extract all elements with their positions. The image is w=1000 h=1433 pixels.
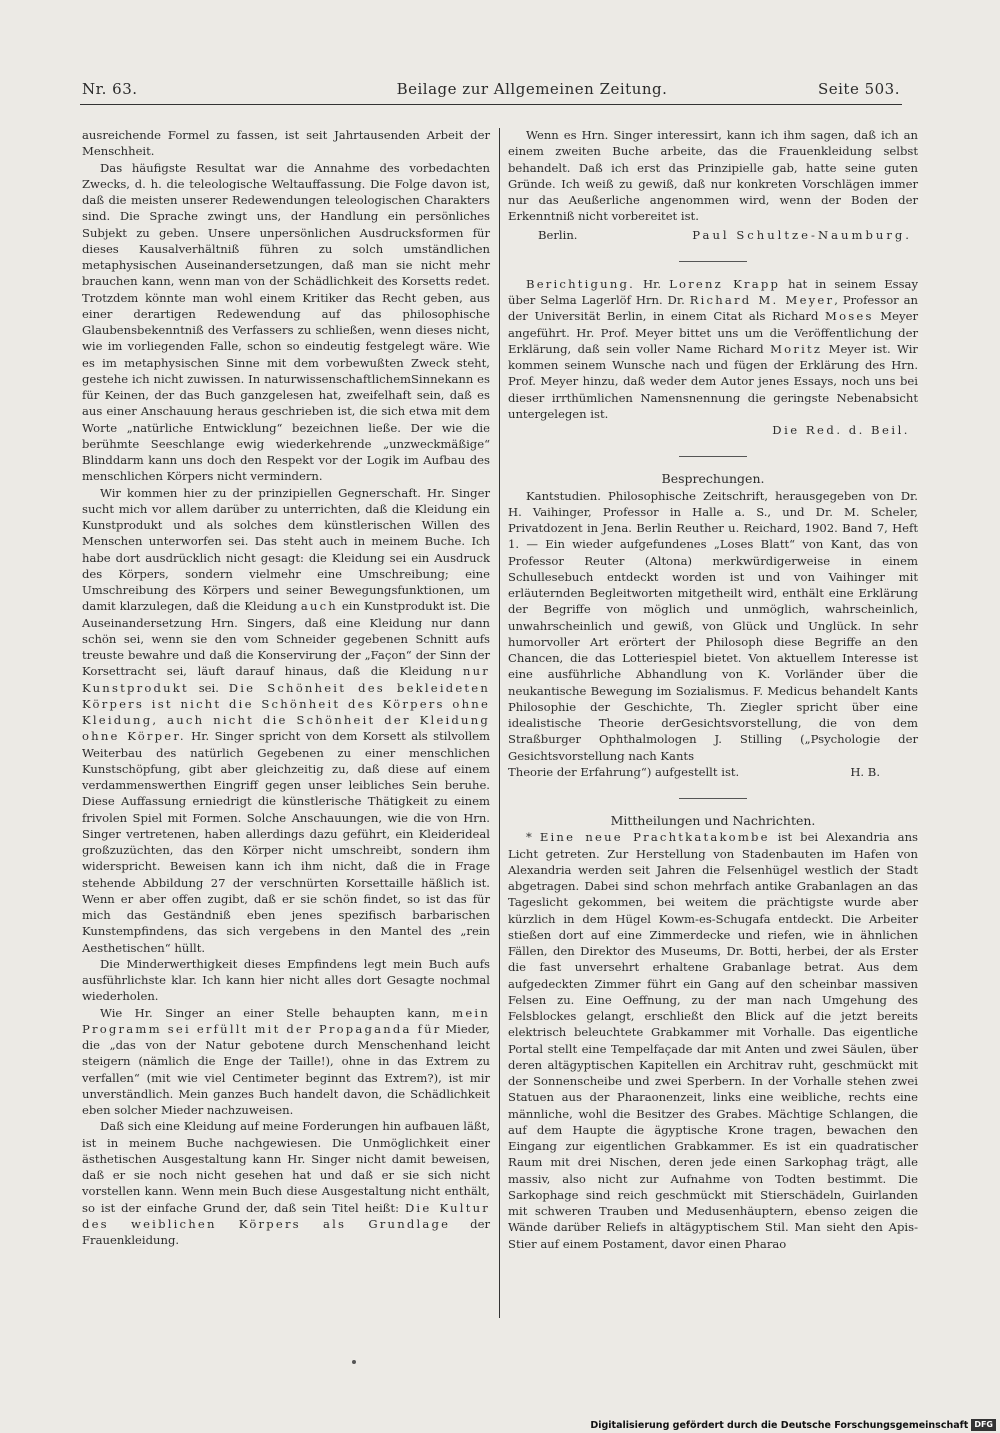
text-run: Mieder, die „das von der Natur gebotene durch Menschenhand leicht steigern (nämlich die Enge der Taille!), ohne in das Extrem zu verfallen“ (mit wie viel Centimeter beginnt das Extrem?), ist mir unverständlich. Mein ganzes Buch handelt davon, die Schädlichkeit eben solcher Mieder nachzuweisen. [82,1021,490,1117]
text-run: Wie Hr. Singer an einer Stelle behaupten kann, [100,1005,453,1020]
emphasis: Lorenz Krapp [669,276,781,291]
text-run: , Professor an der Universität Berlin, in einem Citat als Richard [508,293,919,324]
emphasis: nur Kunstprodukt [82,664,490,695]
text-run: Hr. [635,276,670,291]
funding-text: Digitalisierung gefördert durch die Deutsche Forschungsgemeinschaft [590,1419,969,1431]
text-run: hat in seinem Essay über Selma Lagerlöf Hrn. Dr. [508,276,919,307]
correction-paragraph [508,276,918,422]
text-run: Hr. Singer spricht von dem Korsett als stilvollem Weiterbau des natürlich Gegebenen zu einer menschlichen Kunstschöpfung, gibt aber gleichzeitig zu, daß diese auf einem verdammenswerthen Eingriff gegen unser leibliches Sein beruhe. Diese Auffassung erniedrigt die künstlerische Thätigkeit zu einem frivolen Spiel mit Formen. Solche Anschauungen, wie die von Hrn. Singer vertretenen, haben allerdings dazu geführt, ein Kleiderideal großzuzüchten, das den Körper nicht umschreibt, sondern ihm widerspricht. Beweisen kann ich ihm nicht, daß die in Frage stehende Abbildung 27 der verschnürten Korsettaille häßlich ist. Wenn er aber offen zugibt, daß er sie schön findet, so ist das für mich das Geständniß eben jenes spezifisch barbarischen Kunstempfindens, das sich vergebens in den Mantel des „rein Aesthetischen“ hüllt. [82,729,491,955]
paragraph [82,1005,490,1119]
page-dot [352,1360,356,1364]
paragraph: Die Minderwerthigkeit dieses Empfindens legt mein Buch aufs ausführlichste klar. Ich kann hier nicht alles dort Gesagte nochmal wiederholen. [82,956,490,1004]
emphasis: Die Schönheit des bekleideten Körpers ist nicht die Schönheit des Körpers ohne Kleidung, auch nicht die Schönheit der Kleidung ohne Körper. [82,680,490,744]
paragraph [82,485,490,956]
section-title: Mittheilungen und Nachrichten. [610,813,816,828]
review-signature: H. B. [850,764,880,779]
emphasis: Moses [825,309,874,324]
left-column [82,127,490,1248]
text-run: ein Kunstprodukt ist. Die Auseinandersetzung Hrn. Singers, daß eine Kleidung nur dann schön sei, wenn sie den vom Schneider gegebenen Schnitt aufs treuste bewahre und daß die Konservirung der „Façon“ der Sinn der Korsettracht sei, läuft darauf hinaus, daß die Kleidung [82,599,491,679]
text-run: * [526,830,540,845]
separator [679,261,747,262]
review-paragraph: Kantstudien. Philosophische Zeitschrift, herausgegeben von Dr. H. Vaihinger, Professor in Halle a. S., und Dr. M. Scheler, Privatdozent in Jena. Berlin Reuther u. Reichard, 1902. Band 7, Heft 1. — Ein wieder aufgefundenes „Loses Blatt“ von Kant, das von Professor Reuter (Altona) merkwürdigerweise in einem Schullesebuch entdeckt worden ist und von Vaihinger mit erläuternden Begleitworten mitgetheilt wird, enthält eine Erklärung der Begriffe von möglich und unmöglich, wahrscheinlich, unwahrscheinlich und gewiß, von Glück und Unglück. In sehr humorvoller Art erörtert der Philosoph diese Begriffe an den Chancen, die das Lotteriespiel bietet. Von aktuellem Interesse ist eine ausführliche Abhandlung von K. Vorländer über die neukantische Bewegung im Sozialismus. F. Medicus behandelt Kants Philosophie der Geschichte, Th. Ziegler spricht über eine idealistische Theorie derGesichtsvorstellung, die von dem Straßburger Ophthalmologen J. Stilling („Psychologie der Gesichtsvorstellung nach Kants [508,488,918,763]
editor-signature: Die Red. d. Beil. [772,423,910,437]
emphasis: Die Kultur des weiblichen Körpers als Grundlage [82,1200,490,1231]
signature-place: Berlin. [538,227,578,242]
emphasis: Berichtigung. [526,276,636,291]
paragraph [82,1118,490,1248]
review-last-line [508,764,918,780]
paragraph: ausreichende Formel zu fassen, ist seit Jahrtausenden Arbeit der Menschheit. [82,128,490,159]
column-divider [499,128,500,1318]
emphasis: Eine neue Prachtkatakombe [539,830,770,845]
header-rule [80,104,902,105]
emphasis: Moritz [770,341,823,356]
text-run: Meyer angeführt. Hr. Prof. Meyer bittet uns um die Veröffentlichung der Erklärung, daß sein voller Name Richard [508,309,918,356]
text-run: sei. [188,680,229,695]
paragraph: Wenn es Hrn. Singer interessirt, kann ich ihm sagen, daß ich an einem zweiten Buche arbeite, das die Frauenkleidung selbst behandelt. Daß ich erst das Prinzipielle gab, hatte seine guten Gründe. Ich weiß zu gewiß, daß nur konkreten Vorschlägen immer nur das Aeußerliche angenommen wird, wenn der Boden der Erkenntniß nicht vorbereitet ist. [508,128,918,224]
text-run: ist bei Alexandria ans Licht getreten. Zur Herstellung von Stadenbauten im Hafen von Alexandria werden seit Jahren die Felsenhügel westlich der Stadt abgetragen. Dabei sind schon mehrfach antike Grabanlagen an das Tageslicht gekommen, bei weitem die prächtigste wurde aber kürzlich in dem Hügel Kowm-es-Schugafa entdeckt. Die Arbeiter stießen dort auf eine Zimmerdecke und riefen, wie in ähnlichen Fällen, den Direktor des Museums, Dr. Botti, herbei, der als Erster die fast unversehrt erhaltene Grabanlage betrat. Aus dem aufgedeckten Zimmer führt ein Gang auf den scheinbar massiven Felsen zu. Eine Oeffnung, zu der man nach Umgehung des Felsblockes gelangt, erschließt den Blick auf die jetzt bereits elektrisch beleuchtete Grabkammer mit Vorhalle. Das eigentliche Portal stellt eine Tempelfaçade dar mit Anten und zwei Säulen, über deren altägyptischen Kapitellen ein Architrav ruht, geschmückt mit der Sonnenscheibe und zwei Sperbern. In der Vorhalle stehen zwei Statuen aus der Pharaonenzeit, links eine weibliche, rechts eine männliche, wohl die Besitzer des Grabes. Mächtige Schlangen, die auf dem Haupte die ägyptische Krone tragen, bewachen den Eingang zur eigentlichen Grabkammer. Es ist ein quadratischer Raum mit drei Nischen, deren jede einen Sarkophag trägt, alle massiv, also nicht zur Aufnahme von Todten bestimmt. Die Sarkophage sind reich geschmückt mit Stierschädeln, Guirlanden mit schweren Trauben und Medusenhäuptern, ebenso zeigen die Wände darüber Reliefs in altägyptischem Stil. Man sieht den Apis-Stier auf einem Postament, davor einen Pharao [508,830,918,1251]
text-run: Wir kommen hier zu der prinzipiellen Gegnerschaft. Hr. Singer sucht mich vor allem darüber zu unterrichten, daß die Kleidung ein Kunstprodukt und als solches dem künstlerischen Willen des Menschen unterworfen sei. Das steht auch in meinem Buche. Ich habe dort ausdrücklich nicht gesagt: die Kleidung sei ein Ausdruck des Körpers, sondern vielmehr eine Umschreibung; eine Umschreibung des Körpers und seiner Bewegungsfunktionen, um damit klarzulegen, daß die Kleidung [82,485,490,614]
emphasis: mein Programm sei erfüllt mit der Propaganda für [82,1005,490,1036]
news-paragraph [508,829,918,1252]
page-number: Seite 503. [817,80,900,98]
page-header [82,80,900,104]
paragraph: Das häufigste Resultat war die Annahme des vorbedachten Zwecks, d. h. die teleologische Weltauffassung. Die Folge davon ist, daß die meisten unserer Redewendungen teleologischen Charakters sind. Die Sprache zwingt uns, der Handlung ein persönliches Subjekt zu geben. Unsere unpersönlichen Ausdrucksformen für dieses Kausalverhältniß führen zu solch umständlichen metaphysischen Auseinandersetzungen, daß man sie nicht mehr brauchen kann, wenn man von der Schädlichkeit des Korsetts redet. Trotzdem könnte man wohl einem Kritiker das Recht geben, aus einer derartigen Redewendung auf das philosophische Glaubensbekenntniß des Verfassers zu schließen, wenn dieses nicht, wie im vorliegenden Falle, schon so eindeutig festgelegt wäre. Wie es im metaphysischen Sinne mit dem vorbewußten Zweck steht, gestehe ich nicht zuwissen. In naturwissenschaftlichemSinnekann es für Keinen, der das Buch ganzgelesen hat, zweifelhaft sein, daß es aus einer Anschauung heraus geschrieben ist, die sich etwa mit dem Worte „natürliche Entwicklung“ bezeichnen ließe. Der wie die berühmte Seeschlange ewig wiederkehrende „unzweckmäßige“ Blinddarm kann uns doch den Respekt vor der Logik im Aufbau des menschlichen Körpers nicht vermindern. [82,160,490,484]
dfg-logo: DFG [971,1419,996,1431]
text-run: Daß sich eine Kleidung auf meine Forderungen hin aufbauen läßt, ist in meinem Buche nachgewiesen. Die Unmöglichkeit einer ästhetischen Ausgestaltung kann Hr. Singer nicht damit beweisen, daß er sie noch nicht gesehen hat und daß er sie sich nicht vorstellen kann. Wenn mein Buch diese Ausgestaltung nicht enthält, so ist der einfache Grund der, daß sein Titel heißt: [82,1119,490,1215]
funding-footer [590,1419,996,1431]
emphasis: Richard M. Meyer [689,293,835,307]
section-title: Besprechungen. [661,471,765,487]
right-column [508,127,918,1252]
separator [679,456,747,457]
text-run: Theorie der Erfahrung“) aufgestellt ist. [508,764,740,779]
text-run: Meyer ist. Wir kommen seinem Wunsche nach und fügen der Erklärung des Hrn. Prof. Meyer hinzu, daß weder dem Autor jenes Essays, noch uns bei dieser irrthümlichen Namensnennung die geringste Nebenabsicht untergelegen ist. [508,341,918,421]
signature-name: Paul Schultze-Naumburg. [692,227,912,242]
issue-number: Nr. 63. [82,80,138,98]
separator [679,798,747,799]
emphasis: auch [300,599,338,614]
text-run: der Frauenkleidung. [82,1216,490,1247]
supplement-title: Beilage zur Allgemeinen Zeitung. [396,80,668,98]
signature [508,227,918,243]
